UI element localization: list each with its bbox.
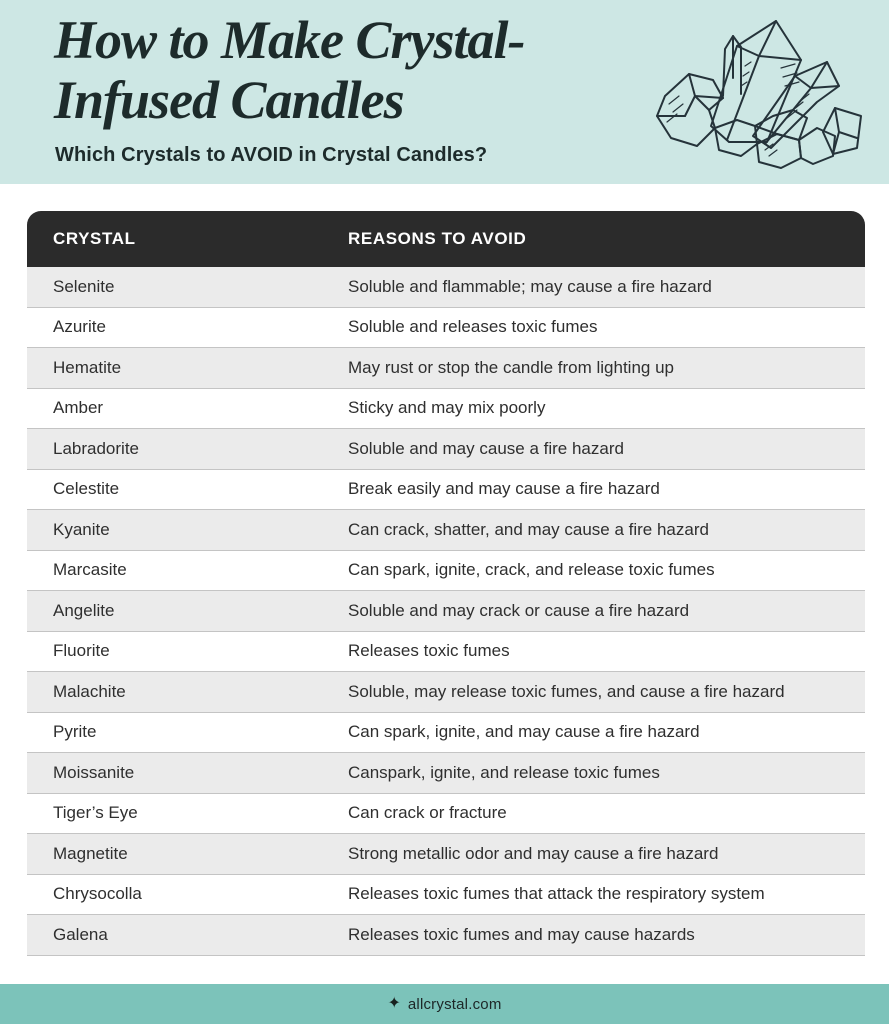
four-pointed-star-icon: ✦ xyxy=(387,995,401,1012)
reason-cell: Soluble and may cause a fire hazard xyxy=(348,429,865,470)
reason-cell: Strong metallic odor and may cause a fire hazard xyxy=(348,834,865,875)
crystal-name-cell: Azurite xyxy=(27,308,348,349)
table-row xyxy=(27,510,865,551)
reason-cell: Soluble, may release toxic fumes, and cause a fire hazard xyxy=(348,672,865,713)
table-header-row xyxy=(27,211,865,267)
table-row xyxy=(27,308,865,349)
column-header-crystal: CRYSTAL xyxy=(27,211,348,267)
reason-cell: Releases toxic fumes xyxy=(348,632,865,673)
crystal-name-cell: Hematite xyxy=(27,348,348,389)
reason-cell: Can crack, shatter, and may cause a fire hazard xyxy=(348,510,865,551)
crystal-name-cell: Kyanite xyxy=(27,510,348,551)
reason-cell: Can spark, ignite, and may cause a fire hazard xyxy=(348,713,865,754)
table-row xyxy=(27,591,865,632)
reason-cell: May rust or stop the candle from lighting up xyxy=(348,348,865,389)
table-row xyxy=(27,672,865,713)
crystal-name-cell: Tiger’s Eye xyxy=(27,794,348,835)
column-header-reasons: REASONS TO AVOID xyxy=(348,211,865,267)
crystal-table xyxy=(27,211,865,956)
hero-header xyxy=(0,0,889,184)
table-row xyxy=(27,389,865,430)
table-row xyxy=(27,794,865,835)
table-row xyxy=(27,348,865,389)
crystal-name-cell: Malachite xyxy=(27,672,348,713)
crystal-name-cell: Galena xyxy=(27,915,348,956)
table-row xyxy=(27,875,865,916)
page-subtitle: Which Crystals to AVOID in Crystal Candles? xyxy=(55,144,488,166)
table-row xyxy=(27,915,865,956)
table-body xyxy=(27,267,865,956)
table-row xyxy=(27,551,865,592)
crystal-name-cell: Chrysocolla xyxy=(27,875,348,916)
footer-bar xyxy=(0,984,889,1024)
footer-site-text: allcrystal.com xyxy=(407,995,502,1013)
table-row xyxy=(27,470,865,511)
table-row xyxy=(27,632,865,673)
crystal-name-cell: Labradorite xyxy=(27,429,348,470)
reason-cell: Releases toxic fumes and may cause hazards xyxy=(348,915,865,956)
crystal-name-cell: Angelite xyxy=(27,591,348,632)
table-header xyxy=(27,211,865,267)
reason-cell: Soluble and flammable; may cause a fire hazard xyxy=(348,267,865,308)
table-row xyxy=(27,429,865,470)
crystal-name-cell: Marcasite xyxy=(27,551,348,592)
page-title xyxy=(54,10,525,130)
reason-cell: Soluble and may crack or cause a fire hazard xyxy=(348,591,865,632)
reason-cell: Can crack or fracture xyxy=(348,794,865,835)
crystal-name-cell: Moissanite xyxy=(27,753,348,794)
reason-cell: Break easily and may cause a fire hazard xyxy=(348,470,865,511)
crystal-table-container xyxy=(27,211,865,956)
crystal-name-cell: Selenite xyxy=(27,267,348,308)
table-row xyxy=(27,753,865,794)
reason-cell: Sticky and may mix poorly xyxy=(348,389,865,430)
page-title-line1: How to Make Crystal- xyxy=(54,10,525,70)
page-title-line2: Infused Candles xyxy=(54,70,404,130)
table-row xyxy=(27,267,865,308)
reason-cell: Canspark, ignite, and release toxic fumes xyxy=(348,753,865,794)
table-row xyxy=(27,713,865,754)
crystal-name-cell: Magnetite xyxy=(27,834,348,875)
reason-cell: Releases toxic fumes that attack the respiratory system xyxy=(348,875,865,916)
crystal-name-cell: Celestite xyxy=(27,470,348,511)
reason-cell: Can spark, ignite, crack, and release toxic fumes xyxy=(348,551,865,592)
crystal-cluster-icon xyxy=(649,16,867,178)
crystal-name-cell: Amber xyxy=(27,389,348,430)
table-row xyxy=(27,834,865,875)
reason-cell: Soluble and releases toxic fumes xyxy=(348,308,865,349)
crystal-name-cell: Fluorite xyxy=(27,632,348,673)
crystal-name-cell: Pyrite xyxy=(27,713,348,754)
